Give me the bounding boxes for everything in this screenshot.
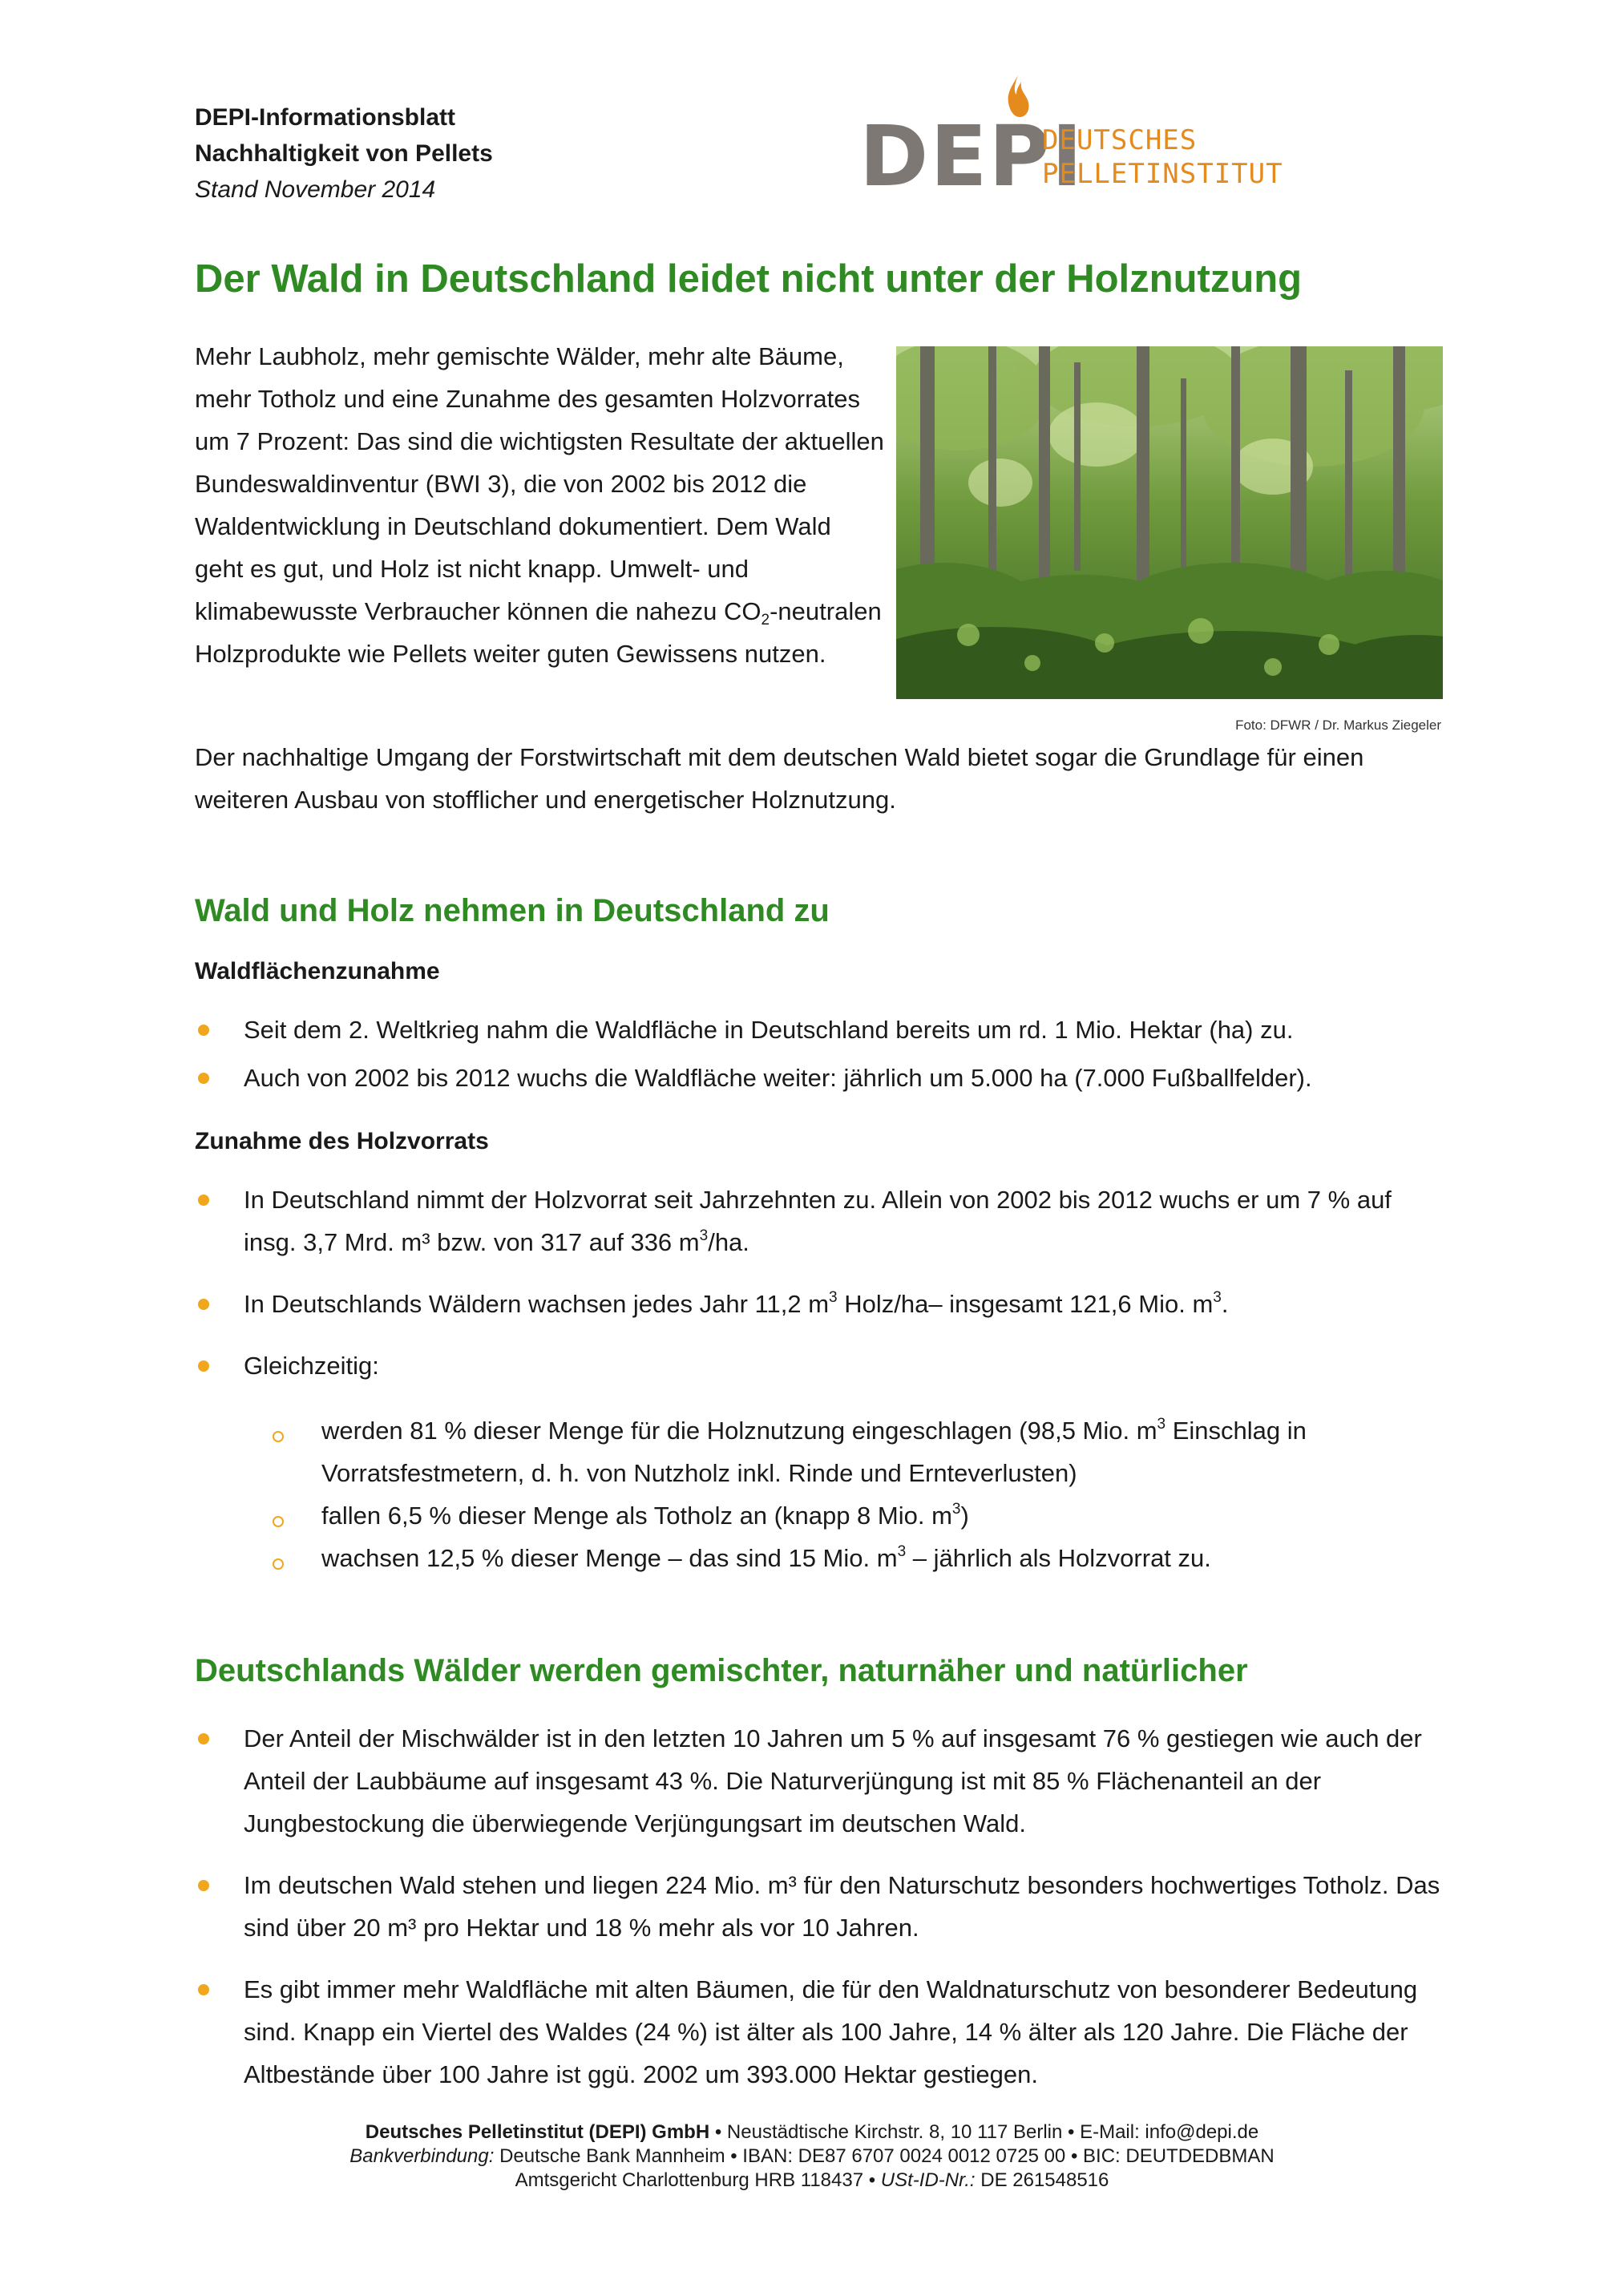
footer-address: • Neustädtische Kirchstr. 8, 10 117 Berlin • E-Mail: info@depi.de [709,2121,1259,2143]
document-header [195,99,493,208]
footer-ust: DE 261548516 [975,2169,1109,2191]
bullet-icon [198,1299,209,1310]
list-item-text: werden 81 % dieser Menge für die Holznutzung eingeschlagen (98,5 Mio. m [321,1417,1157,1445]
list-item-text: Der Anteil der Mischwälder ist in den letzten 10 Jahren um 5 % auf insgesamt 76 % gestiegen wie auch der Anteil der Laubbäume auf insgesamt 43 %. Die Naturverjüngung ist mit 85 % Flächenanteil an der Jungbestockung die überwiegende Verjüngungsart im deutschen Wald. [244,1724,1422,1837]
list-item [195,1717,1445,1845]
logo-subtitle [1042,123,1283,191]
footer-court: Amtsgericht Charlottenburg HRB 118437 • [515,2169,881,2191]
footer-line-2 [0,2144,1624,2169]
list-mischwald [195,1717,1445,2096]
superscript: 3 [1213,1289,1222,1306]
bullet-icon [198,1195,209,1206]
list-item-text: Seit dem 2. Weltkrieg nahm die Waldfläche in Deutschland bereits um rd. 1 Mio. Hektar (ha) zu. [244,1016,1294,1044]
sublist-item [273,1537,1443,1579]
circle-bullet-icon [273,1558,284,1570]
superscript: 3 [951,1501,961,1518]
bullet-icon [198,1984,209,1995]
list-item-text: Es gibt immer mehr Waldfläche mit alten Bäumen, die für den Waldnaturschutz von besonderer Bedeutung sind. Knapp ein Viertel des Waldes (24 %) ist älter als 100 Jahre, 14 % älter als 120 Jahre. Die Fläche der Altbestände über 100 Jahre ist ggü. 2002 um 393.000 Hektar gestiegen. [244,1975,1418,2088]
list-item [195,1344,1445,1387]
list-item-text: wachsen 12,5 % dieser Menge – das sind 15 Mio. m [321,1544,898,1572]
list-item-text: Einschlag in Vorratsfestmetern, d. h. von Nutzholz inkl. Rinde und Ernteverlusten) [321,1417,1307,1487]
forest-image [896,346,1443,699]
footer-bank: Deutsche Bank Mannheim • IBAN: DE87 6707 0024 0012 0725 00 • BIC: DEUTDEDBMAN [494,2145,1275,2167]
list-item-text: . [1221,1290,1229,1318]
footer-line-1 [0,2120,1624,2144]
page-title: Der Wald in Deutschland leidet nicht unter der Holznutzung [195,257,1303,301]
depi-logo [859,74,1283,205]
superscript: 3 [699,1227,709,1244]
bullet-icon [198,1025,209,1036]
paragraph-sustainability: Der nachhaltige Umgang der Forstwirtschaft mit dem deutschen Wald bietet sogar die Grundlage für einen weiteren Ausbau von stofflicher und energetischer Holznutzung. [195,743,1364,814]
list-item-text: Auch von 2002 bis 2012 wuchs die Waldfläche weiter: jährlich um 5.000 ha (7.000 Fußballfelder). [244,1064,1312,1092]
bullet-icon [198,1733,209,1744]
superscript: 3 [1157,1416,1166,1433]
list-item-text: Im deutschen Wald stehen und liegen 224 Mio. m³ für den Naturschutz besonders hochwertiges Totholz. Das sind über 20 m³ pro Hektar und 18 % mehr als vor 10 Jahren. [244,1871,1440,1942]
list-item-text: Gleichzeitig: [244,1352,379,1380]
footer-bank-label: Bankverbindung: [349,2145,495,2167]
forest-photo [896,346,1443,699]
list-item-text: In Deutschlands Wäldern wachsen jedes Jahr 11,2 m [244,1290,830,1318]
section-heading-wald-holz: Wald und Holz nehmen in Deutschland zu [195,893,830,928]
header-line-1: DEPI-Informationsblatt [195,104,456,131]
list-item-text: fallen 6,5 % dieser Menge als Totholz an (knapp 8 Mio. m [321,1502,952,1530]
list-item [195,1009,1445,1051]
footer-ust-label: USt-ID-Nr.: [880,2169,976,2191]
subheading-holzvorrat: Zunahme des Holzvorrats [195,1128,489,1154]
sublist-gleichzeitig [273,1409,1443,1579]
list-item-text: – jährlich als Holzvorrat zu. [906,1544,1211,1572]
list-item-text: ) [960,1502,969,1530]
list-waldflaeche [195,1009,1445,1099]
subheading-waldflaeche: Waldflächenzunahme [195,958,440,984]
intro-text-2: -neutralen Holzprodukte wie Pellets weiter guten Gewissens nutzen. [195,597,882,668]
list-item-text: Holz/ha– insgesamt 121,6 Mio. m [837,1290,1214,1318]
intro-text-1: Mehr Laubholz, mehr gemischte Wälder, mehr alte Bäume, mehr Totholz und eine Zunahme des gesamten Holzvorrates um 7 Prozent: Das sind die wichtigsten Resultate der aktuellen Bundeswaldinventur (BWI 3), die von 2002 bis 2012 die Waldentwicklung in Deutschland dokumentiert. Dem Wald geht es gut, und Holz ist nicht knapp. Umwelt- und klimabewusste Verbraucher können die nahezu CO [195,342,884,625]
list-item [195,1864,1445,1949]
superscript: 3 [897,1543,907,1560]
document-footer [0,2120,1624,2193]
logo-subtitle-1: DEUTSCHES [1042,124,1198,156]
photo-credit: Foto: DFWR / Dr. Markus Ziegeler [1235,718,1441,733]
list-item [195,1178,1445,1263]
list-item [195,1057,1445,1099]
footer-line-3 [0,2169,1624,2193]
logo-wordmark: DEPI [859,107,1085,205]
list-item [195,1283,1445,1325]
sublist-item [273,1494,1443,1537]
footer-company: Deutsches Pelletinstitut (DEPI) GmbH [365,2121,710,2143]
bullet-icon [198,1073,209,1084]
circle-bullet-icon [273,1516,284,1527]
intro-paragraph [195,335,884,675]
co2-subscript: 2 [761,612,770,629]
list-holzvorrat [195,1178,1445,1387]
section-heading-mischwald: Deutschlands Wälder werden gemischter, naturnäher und natürlicher [195,1653,1248,1688]
bullet-icon [198,1880,209,1891]
header-line-2: Nachhaltigkeit von Pellets [195,140,493,167]
list-item-text: In Deutschland nimmt der Holzvorrat seit Jahrzehnten zu. Allein von 2002 bis 2012 wuchs er um 7 % auf insg. 3,7 Mrd. m³ bzw. von 317 auf 336 m [244,1186,1392,1256]
circle-bullet-icon [273,1431,284,1442]
superscript: 3 [829,1289,838,1306]
sublist-item [273,1409,1443,1494]
logo-subtitle-2: PELLETINSTITUT [1042,158,1283,190]
list-item-text: /ha. [708,1228,749,1256]
list-item [195,1968,1445,2096]
header-date: Stand November 2014 [195,176,436,203]
bullet-icon [198,1360,209,1372]
